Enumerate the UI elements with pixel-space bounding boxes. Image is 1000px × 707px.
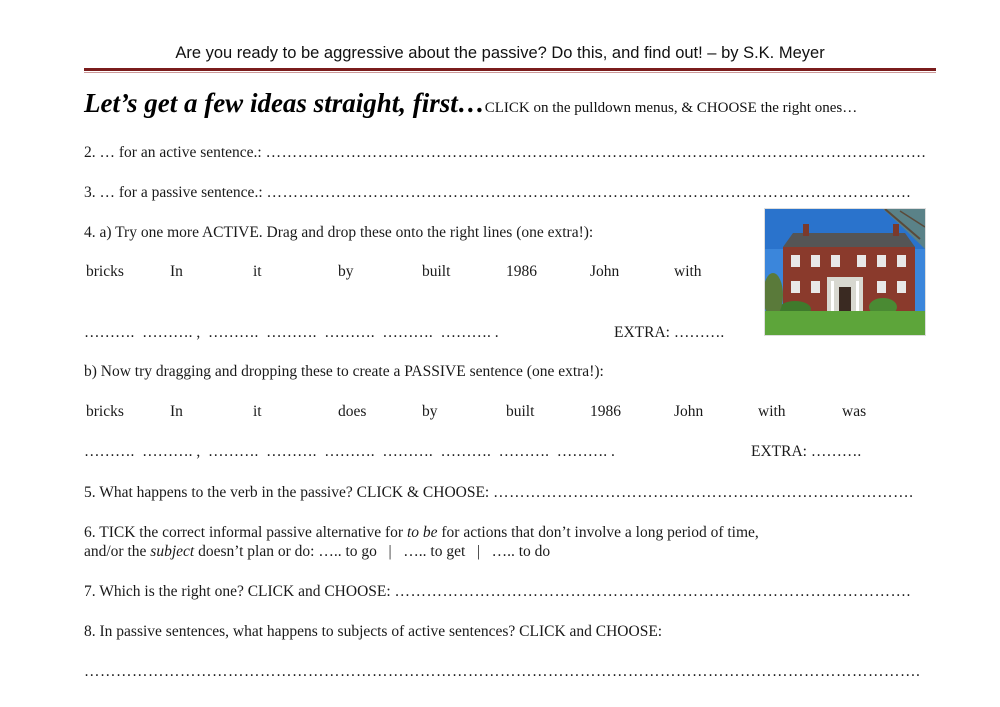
question-7-label: 7. Which is the right one? CLICK and CHOOSE: <box>84 583 391 600</box>
drag-word-with[interactable]: with <box>674 263 702 280</box>
drop-slot[interactable]: ………. <box>382 443 433 460</box>
option-separator: | <box>476 543 480 560</box>
drop-slot[interactable]: ………. <box>498 443 549 460</box>
drop-slot[interactable]: ………. <box>382 324 433 341</box>
question-2-label: 2. … for an active sentence.: <box>84 144 262 161</box>
drag-word-in[interactable]: In <box>170 263 183 280</box>
question-4a-prompt: 4. a) Try one more ACTIVE. Drag and drop these onto the right lines (one extra!): <box>84 224 594 241</box>
drag-word-it[interactable]: it <box>253 403 262 420</box>
question-5-label: 5. What happens to the verb in the passive? CLICK & CHOOSE: <box>84 484 490 501</box>
drag-word-built[interactable]: built <box>506 403 535 420</box>
question-6-emphasis: subject <box>150 543 195 560</box>
drop-slot[interactable]: ………. <box>266 443 317 460</box>
question-3-dropdown[interactable]: …………………………………………………………………………………………………………. <box>266 184 911 201</box>
header-rule-shadow <box>84 72 936 73</box>
question-7 <box>84 583 911 601</box>
tick-option-to-go[interactable]: ….. to go <box>318 543 377 560</box>
drag-word-by[interactable]: by <box>422 403 438 420</box>
drag-word-it[interactable]: it <box>253 263 262 280</box>
drop-slot[interactable]: ………. , <box>142 443 201 460</box>
drag-word-bricks[interactable]: bricks <box>86 263 124 280</box>
drag-word-in[interactable]: In <box>170 403 183 420</box>
drop-slot[interactable]: ………. . <box>440 324 499 341</box>
question-6-emphasis: to be <box>406 524 438 541</box>
option-separator: | <box>388 543 392 560</box>
drop-slot[interactable]: ………. <box>324 443 375 460</box>
question-6-line-1 <box>84 524 759 542</box>
drag-word-bricks[interactable]: bricks <box>86 403 124 420</box>
drop-slot[interactable]: ………. <box>440 443 491 460</box>
intro-title: Let’s get a few ideas straight, first… <box>84 88 485 118</box>
tick-option-to-get[interactable]: ….. to get <box>403 543 466 560</box>
question-3 <box>84 184 911 202</box>
header-rule <box>84 68 936 71</box>
question-4b-prompt: b) Now try dragging and dropping these to create a PASSIVE sentence (one extra!): <box>84 363 604 380</box>
drag-word-by[interactable]: by <box>338 263 354 280</box>
intro-heading <box>84 88 857 119</box>
question-8-dropdown[interactable]: …………………………………………………………………………………………………………………………………………. <box>84 663 921 680</box>
drag-word-1986[interactable]: 1986 <box>590 403 621 420</box>
question-4a-dropzones <box>84 324 499 342</box>
drag-word-built[interactable]: built <box>422 263 451 280</box>
question-4a-extra-slot[interactable]: EXTRA: ………. <box>614 324 725 341</box>
question-6-text: and/or the <box>84 543 151 560</box>
drop-slot[interactable]: ………. <box>208 324 259 341</box>
drop-slot[interactable]: ………. <box>266 324 317 341</box>
question-6-text: doesn’t plan or do: <box>194 543 315 560</box>
question-2 <box>84 144 926 162</box>
tick-option-to-do[interactable]: ….. to do <box>491 543 551 560</box>
drop-slot[interactable]: ………. <box>208 443 259 460</box>
question-6-line-2 <box>84 543 550 561</box>
question-5 <box>84 484 913 502</box>
question-6-text: for actions that don’t involve a long period of time, <box>437 524 759 541</box>
drag-word-1986[interactable]: 1986 <box>506 263 537 280</box>
drop-slot[interactable]: ………. , <box>142 324 201 341</box>
question-4b-dropzones <box>84 443 615 461</box>
drag-word-was[interactable]: was <box>842 403 867 420</box>
question-3-label: 3. … for a passive sentence.: <box>84 184 263 201</box>
drag-word-with[interactable]: with <box>758 403 786 420</box>
question-4b-extra-slot[interactable]: EXTRA: ………. <box>751 443 862 460</box>
question-7-dropdown[interactable]: ……………………………………………………………………………………. <box>394 583 911 600</box>
question-6-text: 6. TICK the correct informal passive alternative for <box>84 524 407 541</box>
question-5-dropdown[interactable]: ……………………………………………………………………. <box>493 484 914 501</box>
worksheet-header: Are you ready to be aggressive about the passive? Do this, and find out! – by S.K. Meyer <box>175 44 825 62</box>
question-8-label: 8. In passive sentences, what happens to subjects of active sentences? CLICK and CHOOSE: <box>84 623 663 640</box>
question-2-dropdown[interactable]: ……………………………………………………………………………………………………………. <box>265 144 926 161</box>
drop-slot[interactable]: ………. <box>324 324 375 341</box>
drop-slot[interactable]: ………. <box>84 443 135 460</box>
brick-house-photo <box>764 208 926 336</box>
drop-slot[interactable]: ………. . <box>556 443 615 460</box>
intro-instruction: CLICK on the pulldown menus, & CHOOSE the right ones… <box>484 100 858 116</box>
drop-slot[interactable]: ………. <box>84 324 135 341</box>
drag-word-john[interactable]: John <box>674 403 704 420</box>
drag-word-does[interactable]: does <box>338 403 367 420</box>
drag-word-john[interactable]: John <box>590 263 620 280</box>
